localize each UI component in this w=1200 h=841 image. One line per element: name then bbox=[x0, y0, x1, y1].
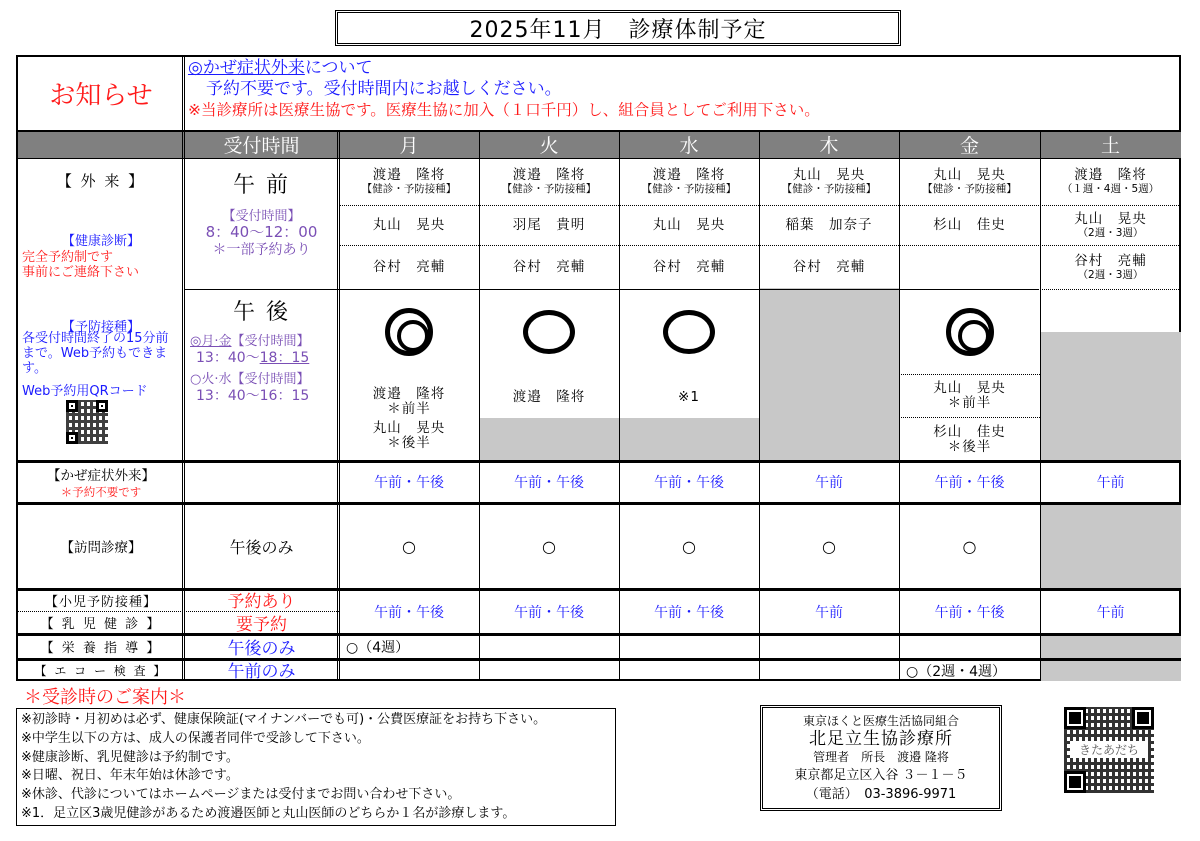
divider bbox=[18, 658, 1181, 661]
double-circle-icon bbox=[385, 308, 433, 356]
divider bbox=[337, 130, 340, 681]
doctor-note: 【健診・予防接種】 bbox=[922, 183, 1017, 195]
doctor-name: 丸山 晃央 bbox=[933, 167, 1006, 183]
guide-title: ＊受診時のご案内＊ bbox=[24, 687, 186, 708]
doctor-note: ＊前半 bbox=[947, 395, 992, 411]
pediatric-wed: 午前・午後 bbox=[654, 604, 724, 621]
cold-clinic-note: ＊予約不要です bbox=[60, 485, 142, 499]
web-reservation-qr-label: Web予約用QRコード bbox=[22, 384, 148, 399]
doctor-name: 渡邉 隆将 bbox=[652, 167, 726, 183]
notice-label-text: お知らせ bbox=[49, 81, 153, 111]
am-row2-wed bbox=[619, 205, 759, 245]
am-row2-mon bbox=[339, 205, 479, 245]
doctor-note: ＊後半 bbox=[387, 435, 431, 451]
header-reception-time bbox=[184, 130, 339, 158]
pm-tue-symbol bbox=[479, 297, 619, 367]
infant-checkup-label: 【 乳 児 健 診 】 bbox=[40, 617, 162, 632]
day-label: 月 bbox=[399, 134, 419, 157]
home-visit-wed: ○ bbox=[682, 536, 696, 556]
pm-label: 午 後 bbox=[233, 300, 290, 325]
header-day-fri bbox=[899, 130, 1040, 158]
divider bbox=[899, 417, 1040, 418]
circle-icon bbox=[523, 310, 575, 354]
doctor-name: 丸山 晃央 bbox=[1074, 210, 1147, 227]
divider bbox=[18, 158, 1181, 159]
doctor-name: 谷村 亮輔 bbox=[372, 258, 446, 275]
doctor-note: （2週・3週） bbox=[1077, 268, 1144, 281]
doctor-name: 渡邉 隆将 bbox=[512, 388, 586, 405]
pediatric-mon: 午前・午後 bbox=[374, 604, 444, 621]
header-day-mon bbox=[339, 130, 479, 158]
am-time: 8：40～12：00 bbox=[205, 223, 318, 241]
doctor-name: 谷村 亮輔 bbox=[792, 258, 866, 275]
checkup-note-2: 事前にご連絡下さい bbox=[22, 265, 140, 280]
pm-fri-doctor-2 bbox=[899, 419, 1040, 461]
pediatric-fri: 午前・午後 bbox=[934, 604, 1005, 621]
am-row3-fri bbox=[899, 245, 1040, 289]
am-row2-tue bbox=[479, 205, 619, 245]
nutrition-label: 【 栄 養 指 導 】 bbox=[40, 641, 162, 656]
doctor-name: 谷村 亮輔 bbox=[512, 258, 586, 275]
doctor-note: ＊前半 bbox=[387, 401, 431, 417]
doctor-name: 渡邉 隆将 bbox=[372, 386, 446, 402]
notice-content bbox=[188, 58, 1178, 130]
divider bbox=[619, 130, 620, 681]
mon-fri-title: 【受付時間】 bbox=[231, 334, 310, 349]
pm-reception-cell bbox=[184, 289, 339, 461]
divider bbox=[18, 611, 339, 612]
qr-caption: きたあだち bbox=[1070, 741, 1148, 758]
doctor-name: ※1 bbox=[678, 388, 700, 405]
divider bbox=[479, 130, 480, 681]
divider bbox=[899, 130, 900, 681]
home-visit-fri: ○ bbox=[962, 536, 977, 556]
pm-tue-doctor bbox=[479, 379, 619, 415]
closed-tue-pm-late bbox=[479, 418, 619, 461]
echo-time: 午前のみ bbox=[227, 662, 296, 682]
divider bbox=[18, 502, 1181, 505]
clinic-org: 東京ほくと医療生活協同組合 bbox=[802, 714, 959, 728]
doctor-name: 杉山 佳史 bbox=[933, 216, 1006, 233]
pediatric-vaccine-label: 【小児予防接種】 bbox=[44, 594, 157, 610]
am-row2-fri bbox=[899, 205, 1040, 245]
am-row3-tue bbox=[479, 245, 619, 289]
vaccine-title: 【予防接種】 bbox=[61, 320, 140, 335]
doctor-name: 谷村 亮輔 bbox=[652, 258, 726, 275]
guide-note: ※休診、代診についてはホームページまたは受付までお問い合わせ下さい。 bbox=[21, 787, 461, 803]
divider bbox=[18, 633, 1181, 636]
guide-note: ※中学生以下の方は、成人の保護者同伴で受診して下さい。 bbox=[21, 730, 370, 746]
clinic-name: 北足立生協診療所 bbox=[809, 729, 953, 749]
mon-fri-link[interactable]: ◎月·金 bbox=[190, 334, 232, 349]
doctor-name: 杉山 佳史 bbox=[933, 424, 1006, 440]
pediatric-sat: 午前 bbox=[1096, 604, 1125, 621]
closed-sat-nutrition bbox=[1040, 635, 1181, 659]
divider bbox=[759, 130, 760, 681]
home-visit-thu: ○ bbox=[822, 536, 836, 556]
clinic-address: 東京都足立区入谷 ３－１－５ bbox=[794, 768, 968, 783]
am-row3-sat bbox=[1040, 245, 1181, 289]
divider bbox=[899, 374, 1040, 375]
doctor-note: ＊後半 bbox=[947, 439, 992, 455]
notice-label bbox=[18, 57, 184, 130]
tue-wed-title: ○火·水【受付時間】 bbox=[190, 372, 310, 387]
divider bbox=[182, 57, 185, 681]
pediatric-tue: 午前・午後 bbox=[514, 604, 584, 621]
day-label: 火 bbox=[539, 134, 559, 157]
header-day-tue bbox=[479, 130, 619, 158]
schedule-table bbox=[16, 55, 1181, 681]
divider bbox=[339, 245, 1181, 246]
divider bbox=[18, 460, 1181, 463]
day-label: 金 bbox=[959, 134, 979, 157]
home-visit-time: 午後のみ bbox=[229, 537, 294, 557]
echo-label: 【 エ コ ー 検 査 】 bbox=[34, 663, 168, 678]
am-row1-thu bbox=[759, 158, 899, 205]
doctor-name: 谷村 亮輔 bbox=[1074, 252, 1147, 269]
doctor-name: 丸山 晃央 bbox=[652, 216, 726, 233]
header-reception-time-text: 受付時間 bbox=[223, 134, 300, 157]
pediatric-vaccine-time: 予約あり bbox=[227, 591, 296, 612]
guide-notes bbox=[16, 708, 616, 826]
cold-clinic-mon: 午前・午後 bbox=[374, 475, 444, 491]
guide-note: ※1．足立区3歳児健診があるため渡邉医師と丸山医師のどちらか１名が診療します。 bbox=[21, 805, 516, 821]
cold-clinic-label bbox=[18, 461, 184, 503]
am-note: ＊一部予約あり bbox=[212, 242, 311, 258]
cold-clinic-wed: 午前・午後 bbox=[654, 475, 724, 491]
header-blank bbox=[18, 130, 184, 158]
cold-clinic-label-text: 【かぜ症状外来】 bbox=[47, 468, 155, 484]
checkup-note-1: 完全予約制です bbox=[22, 250, 114, 265]
am-time-title: 【受付時間】 bbox=[222, 209, 301, 224]
header-day-wed bbox=[619, 130, 759, 158]
day-label: 土 bbox=[1100, 134, 1120, 157]
tue-wed-time: 13：40～16：15 bbox=[196, 388, 310, 404]
doctor-note: 【健診・予防接種】 bbox=[361, 183, 457, 195]
double-circle-icon bbox=[946, 308, 994, 356]
nutrition-time: 午後のみ bbox=[227, 639, 296, 659]
am-row1-fri bbox=[899, 158, 1040, 205]
pediatric-thu: 午前 bbox=[815, 604, 843, 621]
closed-sat-home-visit bbox=[1040, 503, 1181, 589]
header-day-sat bbox=[1040, 130, 1181, 158]
home-visit-label: 【訪問診療】 bbox=[60, 540, 142, 556]
clinic-phone: （電話） 03-3896-9971 bbox=[805, 787, 957, 802]
am-row1-wed bbox=[619, 158, 759, 205]
am-row1-sat bbox=[1040, 158, 1181, 205]
closed-sat-pm bbox=[1040, 332, 1181, 461]
am-reception-cell bbox=[184, 158, 339, 289]
divider bbox=[184, 289, 1039, 290]
am-row1-tue bbox=[479, 158, 619, 205]
doctor-note: （１週・4週・5週） bbox=[1061, 183, 1160, 195]
closed-wed-pm-late bbox=[619, 418, 759, 461]
home-visit-tue: ○ bbox=[542, 536, 556, 556]
divider bbox=[339, 205, 1181, 206]
page-title bbox=[335, 10, 901, 46]
divider bbox=[18, 588, 1181, 591]
outpatient-label: 【 外 来 】 bbox=[56, 172, 146, 190]
clinic-qr-code[interactable] bbox=[1064, 707, 1154, 793]
doctor-note: （2週・3週） bbox=[1077, 226, 1144, 239]
divider bbox=[1040, 289, 1181, 290]
page-title-text: 2025年11月 診療体制予定 bbox=[469, 17, 767, 43]
notice-line3: ※当診療所は医療生協です。医療生協に加入（１口千円）し、組合員としてご利用下さい。 bbox=[188, 101, 820, 119]
doctor-name: 羽尾 貴明 bbox=[512, 216, 586, 233]
am-row2-thu bbox=[759, 205, 899, 245]
checkup-title: 【健康診断】 bbox=[61, 234, 140, 249]
vaccine-note: 各受付時間終了の15分前まで。Web予約もできます。 bbox=[22, 331, 169, 376]
am-row3-mon bbox=[339, 245, 479, 289]
doctor-note: 【健診・予防接種】 bbox=[781, 183, 877, 195]
divider bbox=[1040, 130, 1041, 681]
am-row1-mon bbox=[339, 158, 479, 205]
pm-mon-symbol bbox=[339, 297, 479, 367]
pm-wed-symbol bbox=[619, 297, 759, 367]
doctor-note: 【健診・予防接種】 bbox=[501, 183, 597, 195]
pm-mon-doctors bbox=[339, 377, 479, 461]
circle-icon bbox=[663, 310, 715, 354]
mon-fri-time-start: 13：40～ bbox=[196, 350, 260, 366]
outpatient-label-column bbox=[18, 158, 184, 461]
doctor-name: 丸山 晃央 bbox=[792, 167, 866, 183]
nutrition-mon: ○（4週） bbox=[346, 640, 410, 656]
closed-sat-echo bbox=[1040, 659, 1181, 681]
notice-line1-rest: について bbox=[304, 58, 373, 78]
cold-clinic-thu: 午前 bbox=[815, 475, 843, 491]
pm-fri-doctor-1 bbox=[899, 375, 1040, 417]
mon-fri-time-end: 18：15 bbox=[259, 350, 310, 366]
infant-checkup-time: 要予約 bbox=[236, 614, 287, 635]
doctor-name: 丸山 晃央 bbox=[372, 420, 446, 436]
am-label: 午 前 bbox=[233, 173, 290, 198]
cold-clinic-fri: 午前・午後 bbox=[934, 475, 1005, 491]
guide-note: ※初診時・月初めは必ず、健康保険証(マイナンバーでも可)・公費医療証をお持ち下さい。 bbox=[21, 712, 547, 727]
doctor-note: 【健診・予防接種】 bbox=[641, 183, 737, 195]
divider bbox=[18, 130, 1181, 132]
doctor-name: 丸山 晃央 bbox=[933, 380, 1006, 396]
clinic-info bbox=[760, 705, 1002, 811]
web-reservation-qr-code[interactable] bbox=[66, 400, 108, 444]
home-visit-mon: ○ bbox=[402, 536, 416, 556]
guide-note: ※日曜、祝日、年末年始は休診です。 bbox=[21, 768, 239, 784]
day-label: 木 bbox=[819, 134, 839, 157]
doctor-name: 丸山 晃央 bbox=[372, 216, 446, 233]
guide-note: ※健康診断、乳児健診は予約制です。 bbox=[21, 749, 239, 765]
am-row2-sat bbox=[1040, 205, 1181, 245]
cold-clinic-sat: 午前 bbox=[1096, 475, 1125, 491]
header-day-thu bbox=[759, 130, 899, 158]
cold-clinic-link[interactable]: ◎かぜ症状外来 bbox=[188, 58, 305, 78]
notice-line2: 予約不要です。受付時間内にお越しください。 bbox=[206, 79, 562, 99]
clinic-manager: 管理者 所長 渡邉 隆将 bbox=[813, 750, 949, 764]
day-label: 水 bbox=[679, 134, 699, 157]
am-row3-thu bbox=[759, 245, 899, 289]
am-row3-wed bbox=[619, 245, 759, 289]
doctor-name: 渡邉 隆将 bbox=[512, 167, 586, 183]
cold-clinic-tue: 午前・午後 bbox=[514, 475, 584, 491]
closed-thu-pm bbox=[759, 288, 899, 461]
pm-fri-symbol bbox=[899, 297, 1040, 367]
pm-wed-doctor bbox=[619, 379, 759, 415]
echo-fri: ○（2週・4週） bbox=[906, 664, 1007, 680]
doctor-name: 渡邉 隆将 bbox=[372, 167, 446, 183]
doctor-name: 稲葉 加奈子 bbox=[785, 216, 873, 233]
doctor-name: 渡邉 隆将 bbox=[1074, 167, 1147, 183]
